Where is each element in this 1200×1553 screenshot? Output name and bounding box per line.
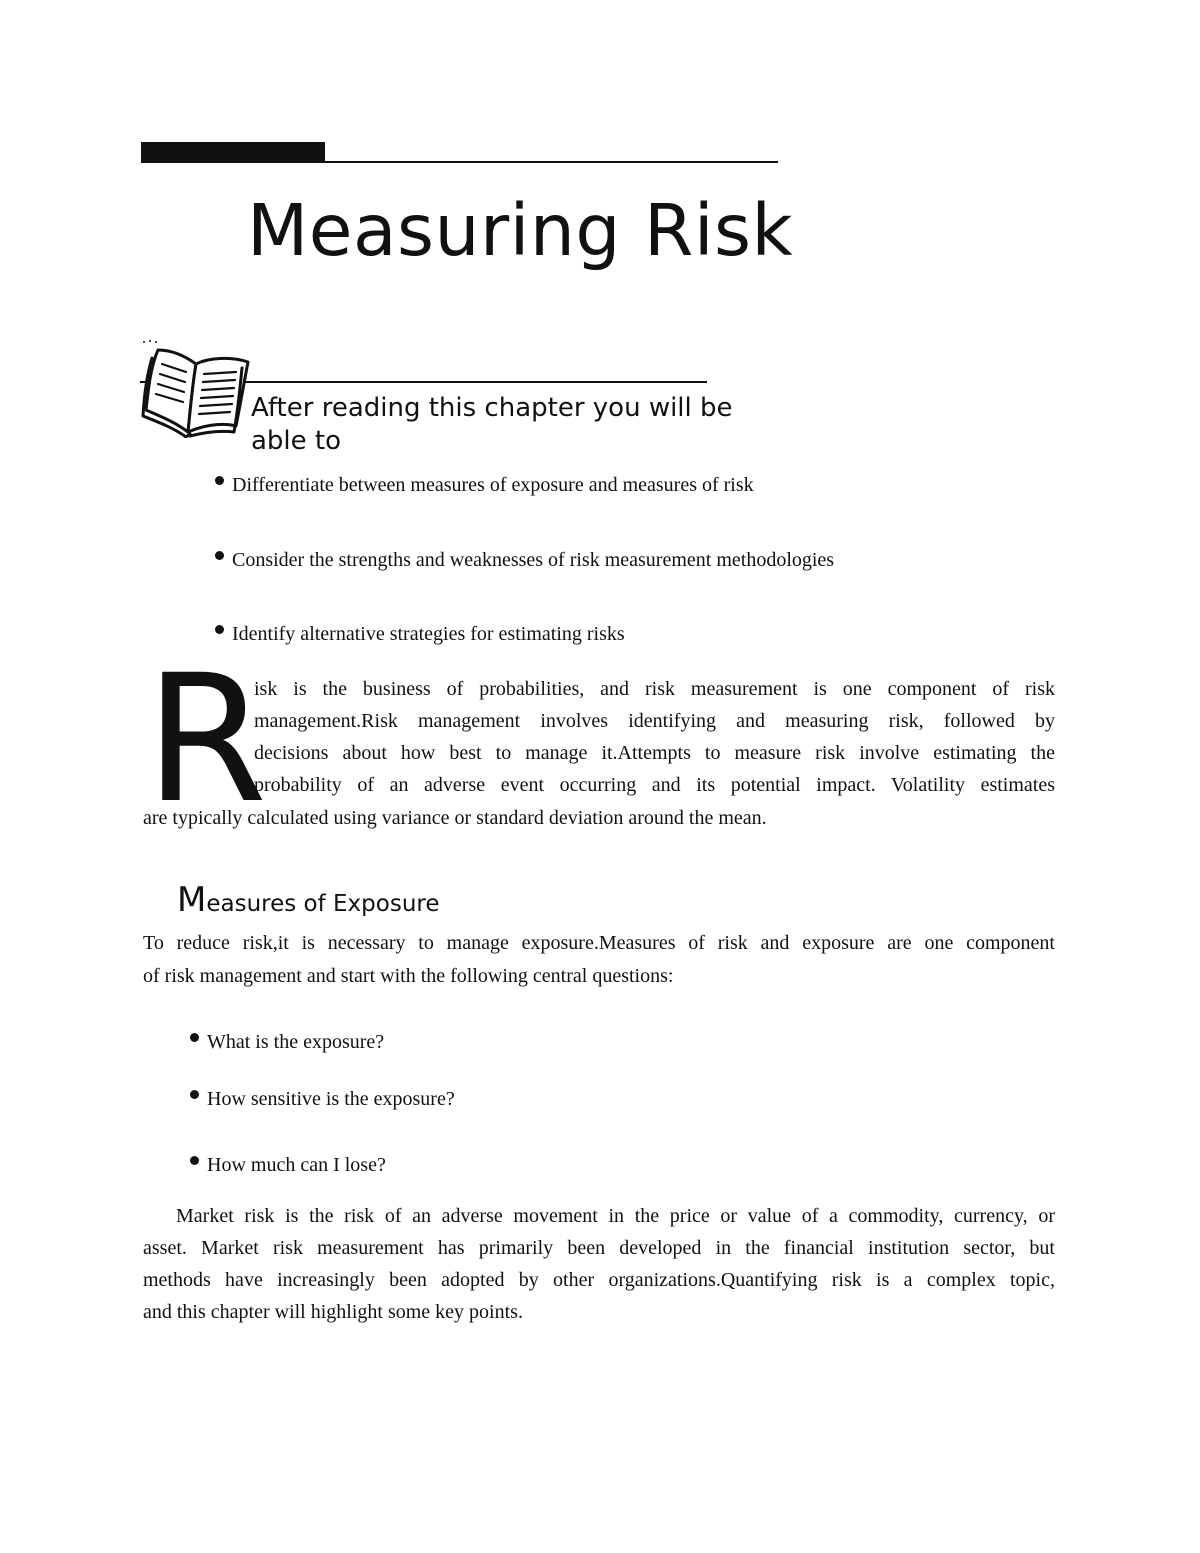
section-heading-rest: easures of Exposure <box>206 891 440 917</box>
bullet-icon <box>190 1033 199 1042</box>
bullet-icon <box>190 1156 199 1165</box>
intro-line: decisions about how best to manage it.Attempts to measure risk involve estimating the <box>254 742 1055 764</box>
chapter-rule <box>325 161 778 163</box>
intro-line: are typically calculated using variance or standard deviation around the mean. <box>143 807 767 829</box>
question-text: How sensitive is the exposure? <box>207 1088 455 1110</box>
question-item <box>190 1086 455 1112</box>
open-book-icon <box>140 338 255 438</box>
intro-line: management.Risk management involves identifying and measuring risk, followed by <box>254 710 1055 732</box>
bullet-icon <box>215 476 224 485</box>
objective-item <box>215 621 625 647</box>
section-heading <box>177 880 440 924</box>
chapter-bar <box>141 142 325 163</box>
objective-text: Identify alternative strategies for estimating risks <box>232 623 625 645</box>
objectives-heading <box>251 392 771 458</box>
intro-line: isk is the business of probabilities, and risk measurement is one component of risk <box>254 678 1055 700</box>
intro-line: probability of an adverse event occurring and its potential impact. Volatility estimates <box>254 774 1055 796</box>
section-heading-initial: M <box>177 880 207 920</box>
question-text: How much can I lose? <box>207 1154 386 1176</box>
question-item <box>190 1152 386 1178</box>
section-para-line: of risk management and start with the following central questions: <box>143 965 674 987</box>
section-para-line: To reduce risk,it is necessary to manage exposure.Measures of risk and exposure are one component <box>143 932 1055 954</box>
closing-line: and this chapter will highlight some key points. <box>143 1301 523 1323</box>
objective-item <box>215 472 754 498</box>
closing-line: methods have increasingly been adopted by other organizations.Quantifying risk is a complex topic, <box>143 1269 1055 1291</box>
question-item <box>190 1029 384 1055</box>
objectives-heading-line2: able to <box>251 426 342 456</box>
objectives-heading-line1: After reading this chapter you will be <box>251 393 733 423</box>
bullet-icon <box>215 625 224 634</box>
objective-text: Consider the strengths and weaknesses of risk measurement methodologies <box>232 549 835 571</box>
drop-cap: R <box>145 637 268 842</box>
chapter-label: CHAPTER 9 <box>211 145 298 162</box>
page-title: Measuring Risk <box>247 189 794 272</box>
bullet-icon <box>215 551 224 560</box>
question-text: What is the exposure? <box>207 1031 385 1053</box>
closing-line: Market risk is the risk of an adverse movement in the price or value of a commodity, currency, or <box>176 1205 1055 1227</box>
bullet-icon <box>190 1090 199 1099</box>
objective-item <box>215 547 834 573</box>
objective-text: Differentiate between measures of exposure and measures of risk <box>232 474 754 496</box>
closing-line: asset. Market risk measurement has primarily been developed in the financial institution sector, but <box>143 1237 1055 1259</box>
